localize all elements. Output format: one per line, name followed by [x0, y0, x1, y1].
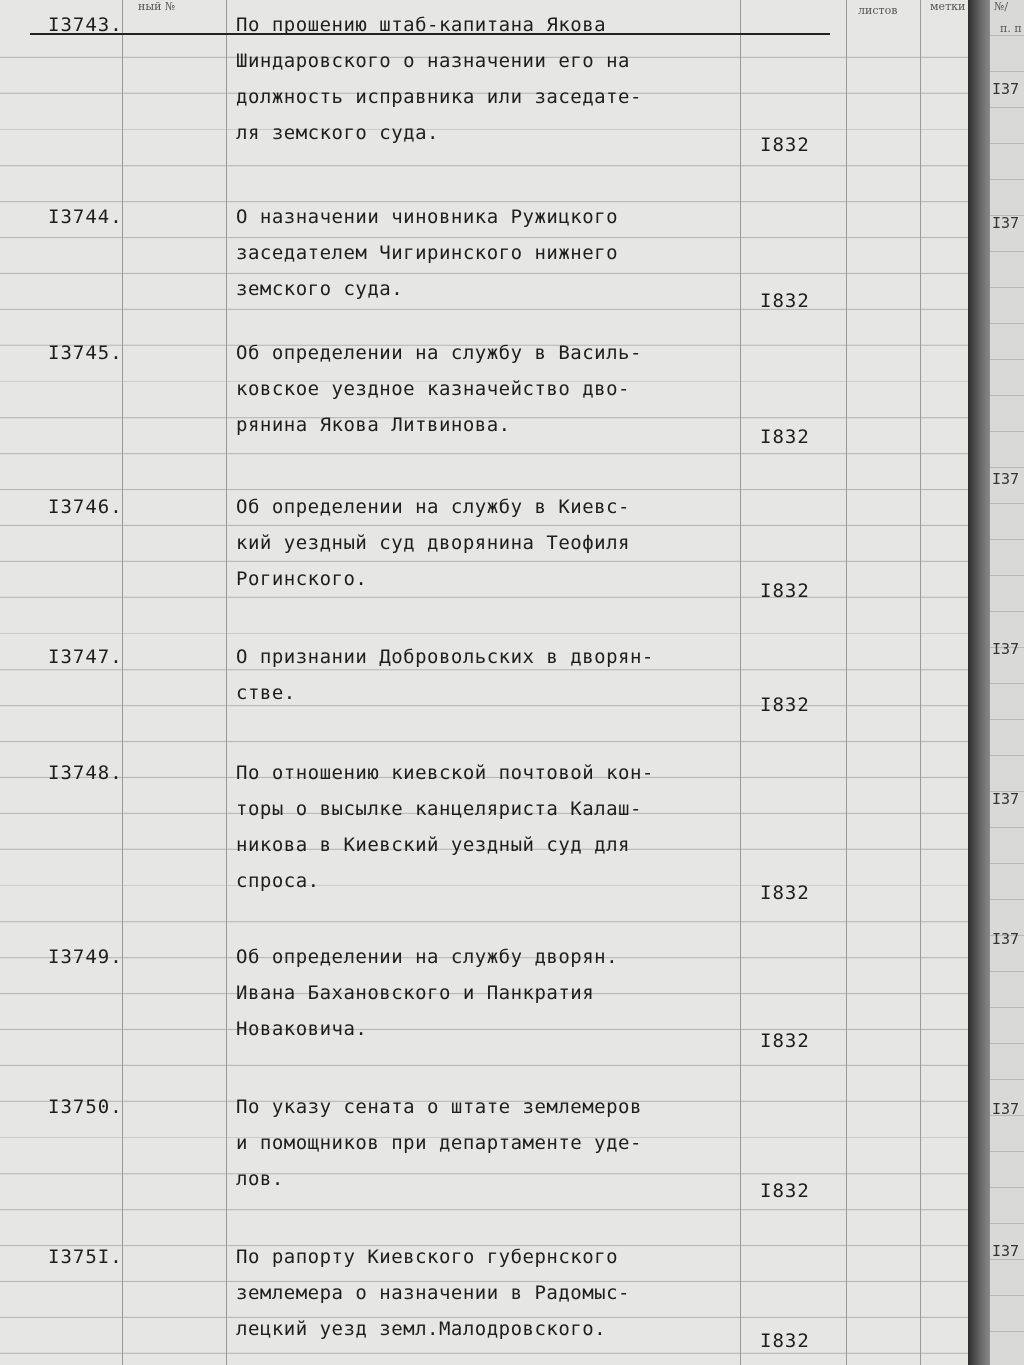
entry-title-line: Новаковича.: [236, 1018, 368, 1040]
column-divider: [226, 0, 227, 1365]
next-page-entry-number: I37: [992, 1242, 1020, 1260]
entry-title-line: лецкий уезд земл.Малодровского.: [236, 1318, 607, 1340]
entry-year: I832: [760, 290, 810, 312]
entry-year: I832: [760, 134, 810, 156]
entry-title-line: По указу сената о штате землемеров: [236, 1096, 642, 1118]
next-page-entry-number: I37: [992, 930, 1020, 948]
entry-title-line: По отношению киевской почтовой кон-: [236, 762, 654, 784]
entry-number: I3750.: [48, 1096, 123, 1118]
next-page-header-1: №/: [994, 0, 1009, 13]
column-divider: [846, 0, 847, 1365]
entry-number: I3748.: [48, 762, 123, 784]
entry-title-line: ковское уездное казначейство дво-: [236, 378, 630, 400]
column-divider: [740, 0, 741, 1365]
entry-number: I3747.: [48, 646, 123, 668]
entry-title-line: По рапорту Киевского губернского: [236, 1246, 619, 1268]
entry-year: I832: [760, 426, 810, 448]
entry-title-line: Об определении на службу в Киевс-: [236, 496, 630, 518]
entry-year: I832: [760, 580, 810, 602]
entry-title-line: По прошению штаб-капитана Якова: [236, 14, 607, 36]
entry-title-line: рянина Якова Литвинова.: [236, 414, 511, 436]
entry-number: I375I.: [48, 1246, 123, 1268]
entry-title-line: землемера о назначении в Радомыс-: [236, 1282, 630, 1304]
column-divider: [122, 0, 123, 1365]
entry-title-line: земского суда.: [236, 278, 404, 300]
book-gutter: [968, 0, 990, 1365]
next-page-header-2: п. п: [1000, 22, 1022, 35]
entry-number: I3743.: [48, 14, 123, 36]
entry-title-line: Шиндаровского о назначении его на: [236, 50, 630, 72]
entry-year: I832: [760, 1330, 810, 1352]
entry-number: I3744.: [48, 206, 123, 228]
next-page-entry-number: I37: [992, 790, 1020, 808]
entry-year: I832: [760, 694, 810, 716]
next-page-entry-number: I37: [992, 214, 1020, 232]
entry-title-line: Об определении на службу дворян.: [236, 946, 619, 968]
entry-title-line: ля земского суда.: [236, 122, 439, 144]
entry-year: I832: [760, 1030, 810, 1052]
entry-title-line: никова в Киевский уездный суд для: [236, 834, 630, 856]
entry-title-line: спроса.: [236, 870, 320, 892]
adjacent-page: [990, 0, 1024, 1365]
entry-title-line: Об определении на службу в Василь-: [236, 342, 642, 364]
entry-year: I832: [760, 882, 810, 904]
column-divider: [920, 0, 921, 1365]
next-page-entry-number: I37: [992, 470, 1020, 488]
entry-number: I3745.: [48, 342, 123, 364]
entry-title-line: кий уездный суд дворянина Теофиля: [236, 532, 630, 554]
entry-title-line: Рогинского.: [236, 568, 368, 590]
entry-title-line: торы о высылке канцеляриста Калаш-: [236, 798, 642, 820]
entry-title-line: О назначении чиновника Ружицкого: [236, 206, 619, 228]
column-header-number: ный №: [138, 0, 176, 13]
next-page-entry-number: I37: [992, 80, 1020, 98]
entry-year: I832: [760, 1180, 810, 1202]
column-header-sheets: листов: [858, 4, 898, 17]
column-header-notes: метки: [930, 0, 966, 13]
entry-title-line: заседателем Чигиринского нижнего: [236, 242, 619, 264]
entry-title-line: О признании Добровольских в дворян-: [236, 646, 654, 668]
entry-number: I3749.: [48, 946, 123, 968]
entry-title-line: стве.: [236, 682, 296, 704]
next-page-entry-number: I37: [992, 1100, 1020, 1118]
next-page-entry-number: I37: [992, 640, 1020, 658]
entry-title-line: лов.: [236, 1168, 284, 1190]
entry-title-line: Ивана Бахановского и Панкратия: [236, 982, 595, 1004]
entry-number: I3746.: [48, 496, 123, 518]
entry-title-line: должность исправника или заседате-: [236, 86, 642, 108]
entry-title-line: и помощников при департаменте уде-: [236, 1132, 642, 1154]
